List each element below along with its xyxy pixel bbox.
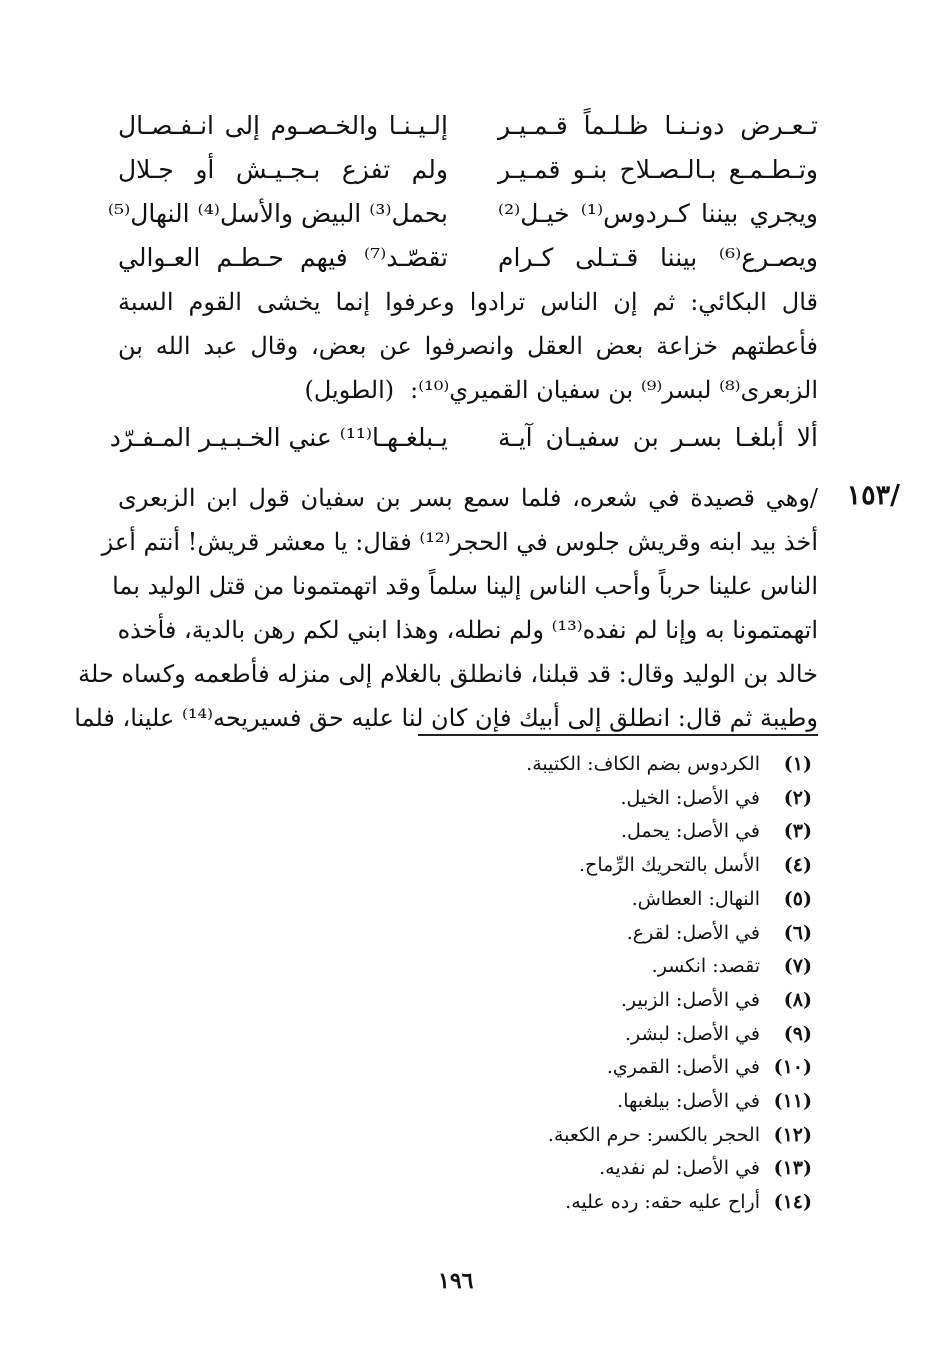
footnote-number: (٥)	[783, 887, 812, 910]
footnote-10	[252, 1051, 812, 1085]
footnote-number: (١٢)	[773, 1123, 812, 1146]
verse-2-first-hemistich: وتـطـمـع بـالـصـلاح بنـو قمـيـر	[498, 155, 818, 184]
verse-1	[118, 104, 818, 148]
verse-2-second-hemistich: ولم تفزع بـجـيـش أو جـلال	[118, 155, 448, 184]
footnote-text: في الأصل: لقرع.	[626, 921, 760, 944]
footnote-number: (٦)	[783, 921, 812, 944]
footnote-number: (٣)	[783, 820, 812, 843]
prose-1-line-2: فأعطتهم خزاعة بعض العقل وانصرفوا عن بعض، وقال عبد الله بن	[118, 332, 818, 360]
footnote-text: في الأصل: القمري.	[606, 1056, 760, 1079]
folio-marker: /١٥٣	[846, 480, 900, 511]
prose-1-line-1: قال البكائي: ثم إن الناس ترادوا وعرفوا إنما يخشى القوم السبة	[118, 288, 818, 316]
verse-3-second-hemistich: بحمل⁽³⁾ البيض والأسل⁽⁴⁾ النهال⁽⁵⁾	[107, 199, 448, 228]
footnote-number: (١)	[783, 753, 812, 775]
footnote-number: (٢)	[783, 786, 812, 809]
footnote-number: (٨)	[783, 988, 812, 1011]
footnote-7	[252, 950, 812, 984]
footnote-text: في الأصل: الزبير.	[620, 988, 760, 1011]
footnote-text: في الأصل: بيلغبها.	[617, 1090, 760, 1113]
verse-5-second-hemistich: يـبلغـهـا⁽¹¹⁾ عني الخـبـيـر المـفـرّد	[109, 423, 448, 452]
verse-5-first-hemistich: ألا أبلغـا بسـر بن سفيـان آيـة	[498, 423, 818, 452]
prose-2-line-5: خالد بن الوليد وقال: قد قبلنا، فانطلق بالغلام إلى منزله فأطعمه وكساه حلة	[78, 660, 818, 688]
verse-4	[118, 236, 818, 280]
verse-1-second-hemistich: إلـيـنـا والخـصـوم إلى انـفـصـال	[118, 111, 448, 140]
prose-1-line-3	[118, 368, 818, 412]
footnote-9	[252, 1018, 812, 1052]
footnote-number: (١٠)	[773, 1056, 812, 1079]
prose-block-1	[118, 280, 818, 412]
footnote-text: تقصد: انكسر.	[651, 955, 760, 978]
verse-2	[118, 148, 818, 192]
footnote-text: في الأصل: يحمل.	[620, 820, 760, 843]
footnote-number: (١٤)	[773, 1191, 812, 1214]
footnote-2	[252, 782, 812, 816]
verse-3	[107, 192, 818, 236]
footnote-4	[252, 849, 812, 883]
prose-2-line-3: الناس علينا حرباً وأحب الناس إلينا سلماً وقد اتهمتمونا من قتل الوليد بما	[112, 572, 818, 600]
verse-1-first-hemistich: تـعـرض دونـنـا ظـلـماً قـمـيـر	[498, 111, 818, 140]
footnote-number: (١٣)	[773, 1157, 812, 1180]
verse-3-first-hemistich: ويجري بيننا كـردوس⁽¹⁾ خيـل⁽²⁾	[498, 199, 818, 228]
footnote-text: الأسل بالتحريك الرِّماح.	[579, 854, 760, 877]
footnote-number: (١١)	[773, 1090, 812, 1113]
footnotes	[252, 748, 812, 1220]
verse-5	[109, 416, 818, 460]
footnote-text: أراح عليه حقه: رده عليه.	[565, 1191, 760, 1214]
footnote-number: (٩)	[783, 1022, 812, 1045]
footnote-11	[252, 1085, 812, 1119]
meter-label: (الطويل)	[304, 376, 395, 404]
footnote-divider	[418, 734, 818, 736]
footnote-text: الكردوس بضم الكاف: الكتيبة.	[526, 753, 760, 775]
verse-4-first-hemistich: ويصـرع⁽⁶⁾ بيننا قـتـلى كـرام	[498, 243, 818, 272]
poem-block-1	[107, 104, 818, 280]
footnote-13	[252, 1152, 812, 1186]
footnote-text: في الأصل: لم نفديه.	[599, 1157, 760, 1180]
poem-block-2	[109, 416, 818, 460]
prose-2-line-4: اتهمتمونا به وإنا لم نفده⁽¹³⁾ ولم نطله، وهذا ابني لكم رهن بالدية، فأخذه	[117, 616, 818, 644]
footnote-text: النهال: العطاش.	[631, 887, 760, 910]
footnote-text: في الأصل: الخيل.	[620, 786, 760, 809]
verse-4-second-hemistich: تقصّـد⁽⁷⁾ فيهم حـطـم العـوالي	[118, 243, 448, 272]
footnote-text: الحجر بالكسر: حرم الكعبة.	[547, 1123, 760, 1146]
prose-2-line-2: أخذ بيد ابنه وقريش جلوس في الحجر⁽¹²⁾ فقال: يا معشر قريش! أنتم أعز	[101, 528, 818, 556]
footnote-1	[252, 748, 812, 782]
footnote-12	[252, 1119, 812, 1153]
prose-block-2	[74, 476, 818, 740]
page-number: ١٩٦	[438, 1268, 474, 1294]
footnote-3	[252, 815, 812, 849]
prose-2-line-6: وطيبة ثم قال: انطلق إلى أبيك فإن كان لنا عليه حق فسيريحه⁽¹⁴⁾ علينا، فلما	[74, 704, 818, 732]
footnote-number: (٧)	[783, 955, 812, 978]
footnote-number: (٤)	[783, 854, 812, 877]
footnote-5	[252, 883, 812, 917]
footnote-text: في الأصل: لبشر.	[624, 1022, 760, 1045]
prose-2-line-1: /وهي قصيدة في شعره، فلما سمع بسر بن سفيان قول ابن الزبعرى	[118, 484, 818, 512]
prose-1-line-3-text: الزبعرى⁽⁸⁾ لبسر⁽⁹⁾ بن سفيان القميري⁽¹⁰⁾:	[410, 376, 818, 404]
footnote-14	[252, 1186, 812, 1220]
footnote-6	[252, 917, 812, 951]
footnote-8	[252, 984, 812, 1018]
